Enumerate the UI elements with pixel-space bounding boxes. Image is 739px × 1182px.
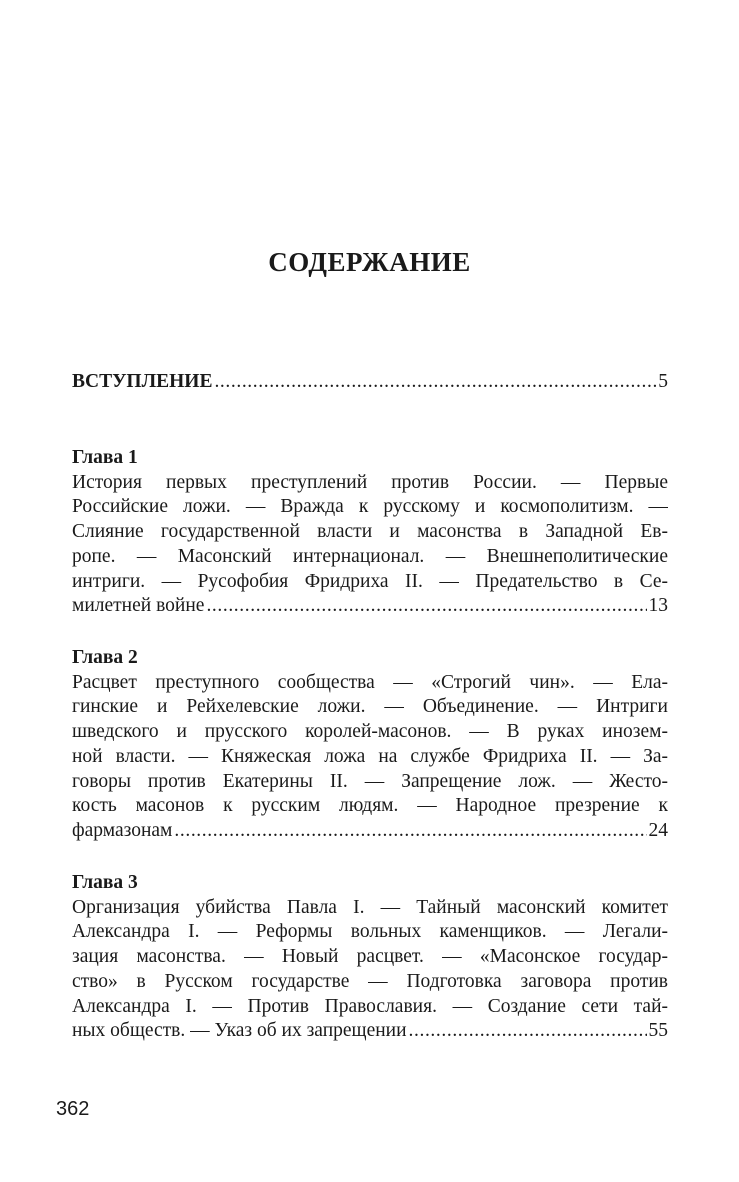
toc-entry-chapter-3 xyxy=(72,871,668,1044)
chapter-summary-line: Слияние государственной власти и масонства в Западной Ев- xyxy=(72,521,668,543)
chapter-summary-line: гинские и Рейхелевские ложи. — Объединение. — Интриги xyxy=(72,696,668,718)
chapter-summary-line: Российские ложи. — Вражда к русскому и космополитизм. — xyxy=(72,496,668,518)
toc-page-number: 55 xyxy=(648,1020,668,1042)
page-title: СОДЕРЖАНИЕ xyxy=(268,247,471,277)
dot-leader xyxy=(214,370,656,395)
toc-entry-intro xyxy=(72,370,668,395)
chapter-summary-line: Организация убийства Павла I. — Тайный масонский комитет xyxy=(72,896,668,918)
dot-leader xyxy=(409,1019,647,1044)
dot-leader xyxy=(174,819,646,844)
chapter-summary-line: ство» в Русском государстве — Подготовка заговора против xyxy=(72,970,668,992)
chapter-summary-last-line: ных обществ. — Указ об их запрещении xyxy=(72,1020,407,1042)
toc-entry-label: ВСТУПЛЕНИЕ xyxy=(72,371,213,392)
chapter-heading: Глава 1 xyxy=(72,447,138,468)
chapter-heading: Глава 3 xyxy=(72,872,138,893)
chapter-summary-line: интриги. — Русофобия Фридриха II. — Предательство в Се- xyxy=(72,570,668,592)
chapter-summary-line: Александра I. — Против Православия. — Создание сети тай- xyxy=(72,995,668,1017)
chapter-summary-line: говоры против Екатерины II. — Запрещение лож. — Жесто- xyxy=(72,770,668,792)
chapter-summary-last-line: фармазонам xyxy=(72,819,173,841)
chapter-summary-line: шведского и прусского королей-масонов. — В руках инозем- xyxy=(72,721,668,743)
chapter-summary-line: кость масонов к русским людям. — Народное презрение к xyxy=(72,795,668,817)
chapter-summary-line: ной власти. — Княжеская ложа на службе Фридриха II. — За- xyxy=(72,745,668,767)
chapter-summary-line: Александра I. — Реформы вольных каменщиков. — Легали- xyxy=(72,921,668,943)
chapter-summary-line: зация масонства. — Новый расцвет. — «Масонское государ- xyxy=(72,946,668,968)
toc-entry-chapter-1 xyxy=(72,446,668,619)
toc-page-number: 13 xyxy=(648,595,668,617)
toc-page-number: 5 xyxy=(658,371,668,392)
toc-entry-chapter-2 xyxy=(72,646,668,844)
chapter-summary-line: Расцвет преступного сообщества — «Строгий чин». — Ела- xyxy=(72,671,668,693)
chapter-summary-last-line: милетней войне xyxy=(72,595,205,617)
chapter-summary-line: История первых преступлений против России. — Первые xyxy=(72,471,668,493)
dot-leader xyxy=(206,594,646,619)
page-number-folio: 362 xyxy=(56,1098,90,1120)
chapter-summary-line: ропе. — Масонский интернационал. — Внешнеполитические xyxy=(72,545,668,567)
chapter-heading: Глава 2 xyxy=(72,647,138,668)
toc-page-number: 24 xyxy=(648,819,668,841)
